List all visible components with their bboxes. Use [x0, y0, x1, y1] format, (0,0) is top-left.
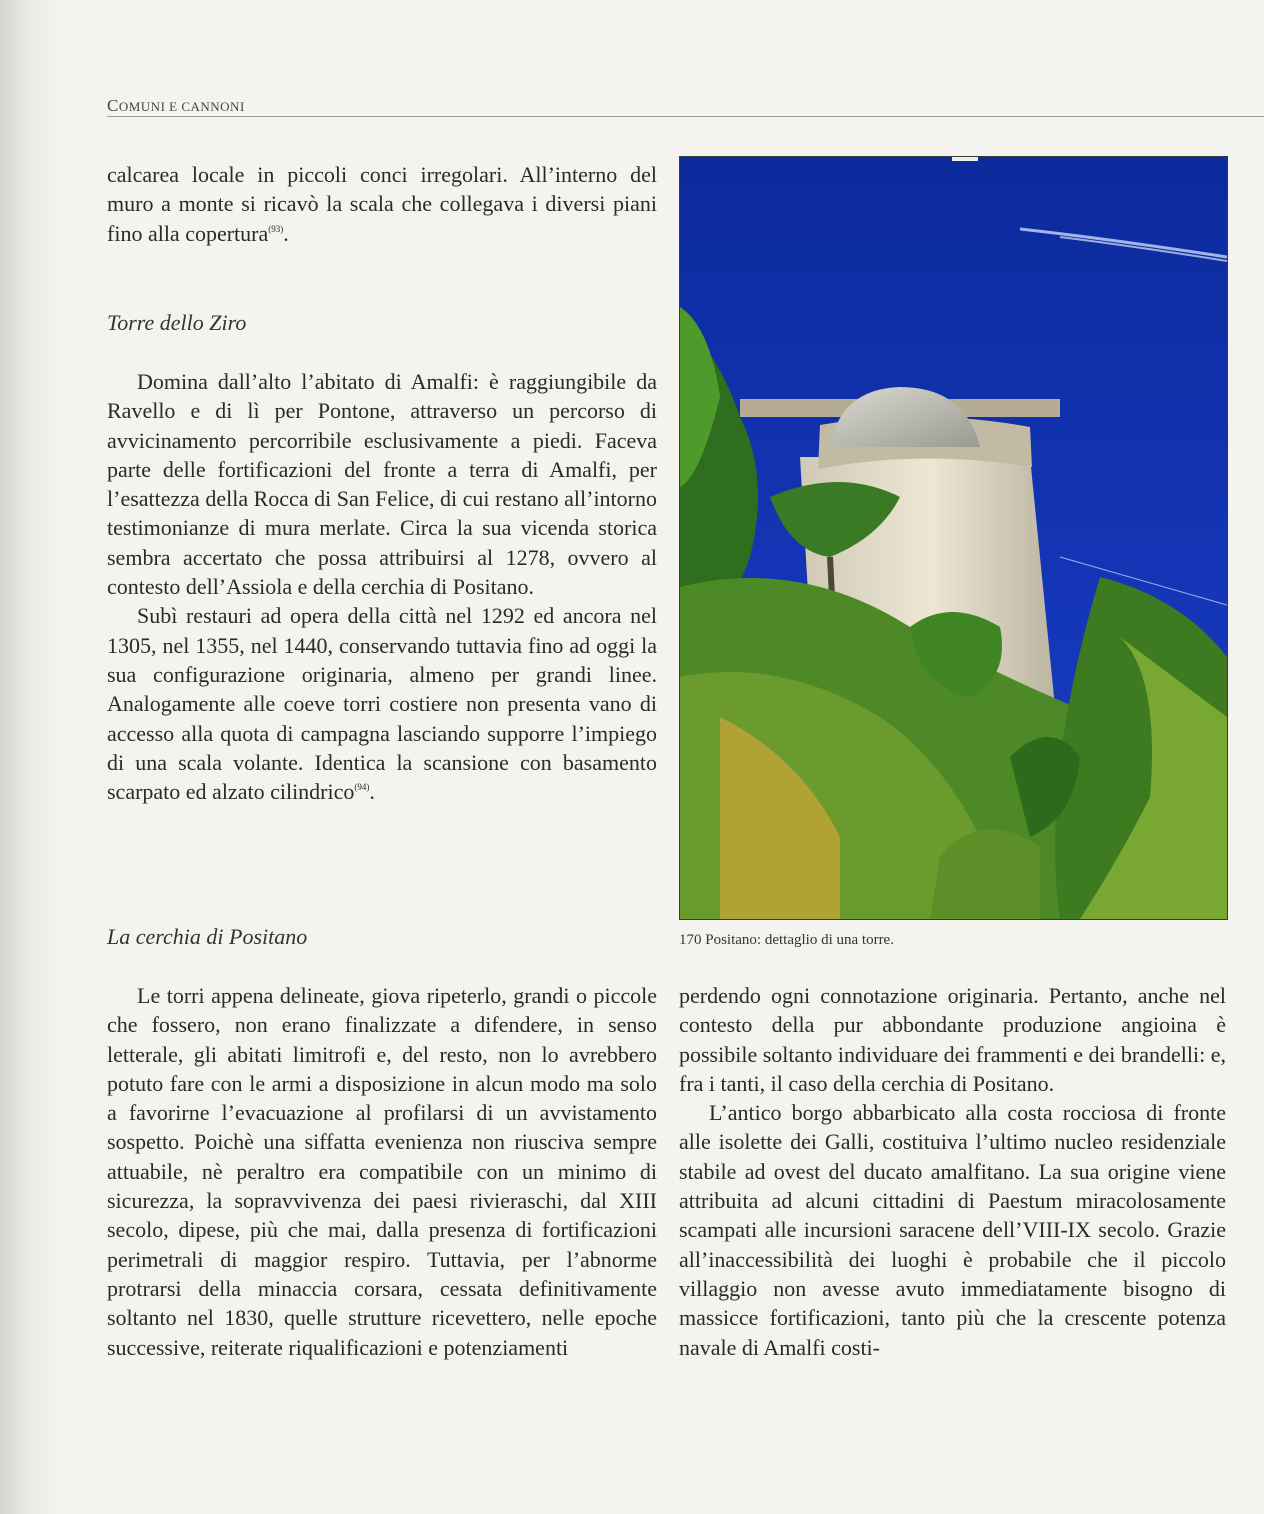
tower-photo	[679, 156, 1228, 920]
ziro-paragraph-2	[107, 601, 657, 806]
positano-column-right	[679, 981, 1226, 1362]
intro-text-end: .	[283, 220, 289, 246]
positano-paragraph-1: Le torri appena delineate, giova ripeterlo, grandi o piccole che fossero, non erano finalizzate a difendere, in senso letterale, gli abitati limitrofi e, del resto, non lo avrebbero potuto fare con le armi a disposizione in alcun modo ma solo a favorirne l’evacuazione al profilarsi di un avvistamento sospetto. Poichè una siffatta evenienza non riusciva sempre attuabile, nè peraltro era compatibile con un minimo di sicurezza, la sopravvivenza dei paesi rivieraschi, dal XIII secolo, dipese, più che mai, dalla presenza di fortificazioni perimetrali di maggior respiro. Tuttavia, per l’abnorme protrarsi della minaccia corsara, cessata definitivamente soltanto nel 1830, quelle strutture ricevettero, nelle epoche successive, reiterate riqualificazioni e potenziamenti	[107, 983, 657, 1360]
header-rule	[107, 116, 1264, 117]
footnote-ref-93: (93)	[268, 223, 284, 234]
running-head	[107, 96, 245, 116]
figure-caption: 170 Positano: dettaglio di una torre.	[679, 932, 894, 948]
running-head-initial: C	[107, 96, 119, 115]
ziro-paragraph-2-text: Subì restauri ad opera della città nel 1292 ed ancora nel 1305, nel 1355, nel 1440, conservando tuttavia fino ad oggi la sua configurazione originaria, almeno per grandi linee. Analogamente alle coeve torri costiere non presenta vano di accesso alla quota di campagna lasciando supporre l’impiego di una scala volante. Identica la scansione con basamento scarpato ed alzato cilindrico	[107, 603, 657, 805]
positano-paragraph-1-continued: perdendo ogni connotazione originaria. Pertanto, anche nel contesto della pur abbondante produzione angioina è possibile soltanto individuare dei frammenti e dei brandelli: e, fra i tanti, il caso della cerchia di Positano.	[679, 983, 1226, 1096]
page-gutter-shadow	[0, 0, 60, 1514]
section-title-torre-dello-ziro: Torre dello Ziro	[107, 310, 247, 335]
footnote-ref-94: (94)	[354, 782, 370, 793]
running-head-rest: OMUNI E CANNONI	[118, 99, 245, 114]
ziro-paragraph-2-end: .	[369, 779, 375, 805]
intro-paragraph	[107, 160, 657, 248]
section-title-cerchia-di-positano: La cerchia di Positano	[107, 924, 308, 949]
intro-text: calcarea locale in piccoli conci irregolari. All’interno del muro a monte si ricavò la scala che collegava i diversi piani fino alla copertura	[107, 162, 657, 246]
tower-photo-illustration	[680, 157, 1227, 919]
intro-column	[107, 160, 657, 248]
positano-paragraph-2: L’antico borgo abbarbicato alla costa rocciosa di fronte alle isolette dei Galli, costituiva l’ultimo nucleo residenziale stabile ad ovest del ducato amalfitano. La sua origine viene attribuita ad alcuni cittadini di Paestum miracolosamente scampati alle incursioni saracene dell’VIII-IX secolo. Grazie all’inaccessibilità dei luoghi è probabile che il piccolo villaggio non avesse avuto immediatamente bisogno di massicce fortificazioni, tanto più che la crescente potenza navale di Amalfi costi-	[679, 1100, 1226, 1360]
ziro-paragraph-1: Domina dall’alto l’abitato di Amalfi: è raggiungibile da Ravello e di lì per Pontone, attraverso un percorso di avvicinamento percorribile esclusivamente a piedi. Faceva parte delle fortificazioni del fronte a terra di Amalfi, per l’esattezza della Rocca di San Felice, di cui restano all’intorno testimonianze di mura merlate. Circa la sua vicenda storica sembra accertato che possa attribuirsi al 1278, ovvero al contesto dell’Assiola e della cerchia di Positano.	[107, 369, 657, 600]
section-torre-dello-ziro-body	[107, 367, 657, 806]
positano-column-left	[107, 981, 657, 1362]
